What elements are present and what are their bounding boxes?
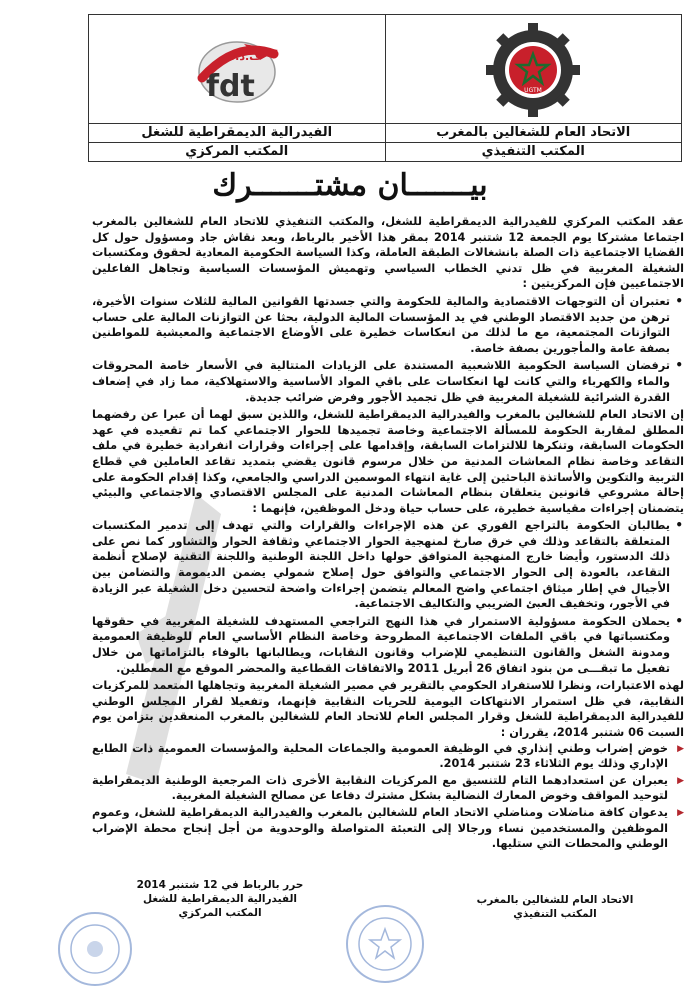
letterhead-left-fdt: [89, 15, 386, 161]
intro-paragraph: عقد المكتب المركزي للفيدرالية الديمقراطية للشغل، والمكتب التنفيذي للاتحاد العام للشغالين بالمغرب اجتماعا مشتركا يوم الجمعة 12 شتنبر 2014 بمقر هذا الأخير بالرباط، وبعد نقاش جاد ومسؤول حول كل القضايا الاجتماعية ذات الصلة بانشغالات الطبقة العاملة، وكذا السياسة الحكومية المعادية لحقوق ومكتسبات الشغيلة المغربية في ظل تدني الخطاب السياسي وتهميش المؤسسات السياسية وتجاهل الفاعلين الاجتماعيين فإن المركزيتين :: [92, 215, 685, 291]
letterhead-right-ugtm: [386, 15, 682, 161]
left-org-name: الفيدرالية الديمقراطية للشغل: [89, 123, 385, 142]
ugtm-logo: [386, 19, 682, 121]
decision-list: [92, 741, 684, 852]
signature-date-line: حرر بالرباط في 12 شتنبر 2014: [136, 879, 304, 891]
bullet-item: • يحملان الحكومة مسؤولية الاستمرار في هذا النهج التراجعي المستهدف للشغيلة المغربية في حقوقها ومكتسباتها في باقي الملفات الاجتماعية المطروحة وخاصة النظام الأساسي العام للوظيفة العمومية ومدونة الشغل والقانون التنظيمي للإضراب وقانون النقابات، ويطالبانها بالوفاء بالتزاماتها من خلال تفعيل ما تبقـــى من بنود اتفاق 26 أبريل 2011 والاتفاقات القطاعية والمحضر الموقع مع المعطلين.: [92, 614, 670, 676]
decision-item: ▶ يعبران عن استعدادهما التام للتنسيق مع المركزيات النقابية الأخرى ذات المرجعية الوطنية الديمقراطية لتوحيد المواقف وخوض المعارك النضالية بشكل مشترك دفاعا عن مصالح الشغيلة المغربية.: [92, 773, 668, 804]
bullet-item: • تعتبران أن التوجهات الاقتصادية والمالية للحكومة والتي جسدتها القوانين المالية للثلاث سنوات الأخيرة، ترهن من جديد الاقتصاد الوطني في يد المؤسسات المالية الدولية، بحثا عن التوازنات المالية على حساب التوازنات المجتمعية، مع ما لذلك من انعكاسات خطيرة على الأوضاع الاجتماعية والمعيشية للمواطنين بصفة عامة والمأجورين بصفة خاصة.: [92, 294, 670, 356]
signature-left-office: المكتب المركزي: [178, 907, 262, 919]
signature-right-org: الاتحاد العام للشغالين بالمغرب: [476, 894, 634, 906]
right-office-name: المكتب التنفيذي: [386, 142, 682, 161]
fdt-logo-text: fdt: [205, 69, 255, 104]
decision-item: ▶ يدعوان كافة مناضلات ومناضلي الاتحاد العام للشغالين بالمغرب والفيدرالية الديمقراطية للشغل، وعموم الموظفين والمستخدمين نساء ورجالا إلى التعبئة المتواصلة والوحدوية من أجل إنجاح محطة الإضراب الوطني والمحطات التي ستليها.: [92, 805, 668, 852]
svg-text:ف.د.ش: ف.د.ش: [219, 50, 262, 63]
bullet-item: • يطالبان الحكومة بالتراجع الفوري عن هذه الإجراءات والقرارات والتي تهدف إلى تدمير المكتسبات المتعلقة بالتقاعد وذلك في خرق صارخ لمنهجية الحوار الاجتماعي وثقافة الحوار والتشاور كما نص على ذلك الدستور، وأيضا خارج المنهجية المتوافق حولها داخل اللجنة الوطنية واللجنة التقنية لإصلاح أنظمة التقاعد، بالعودة إلى الحوار الاجتماعي والتوافق حول إصلاح شمولي يضمن الديمومة والتضامن بين الأجيال في إطار ميثاق اجتماعي واضح المعالم يتضمن إجراءات واضحة لتحسين دخل الشغيلة عبر الزيادة في الأجور، وتخفيف العبئ الضريبي والتكاليف الاجتماعية.: [92, 518, 670, 612]
ugtm-stamp: [346, 905, 424, 983]
second-paragraph: إن الاتحاد العام للشغالين بالمغرب والفيدرالية الديمقراطية للشغل، واللذين سبق لهما أن عبرا عن رفضهما المطلق لمقاربة الحكومة للمسألة الاجتماعية وخاصة تجميدها للحوار الاجتماعي كما تم تقعيده في عهد الحكومات السابقة، وتنكرها للالتزامات السابقة، وإقدامها على إجراءات وقرارات انفرادية خطيرة في ملف التقاعد وخاصة نظام المعاشات المدنية من خلال مرسوم قانون يقضي بتمديد تقاعد العاملين في قطاع التربية والتكوين والأساتذة الباحثين إلى غاية انتهاء الموسمين الدراسي والجامعي، وكذا إقدام الحكومة على إحالة مشروعي قانونين يتعلقان بنظام المعاشات المدنية على المجلس الاقتصادي والاجتماعي والبيئي يتضمنان إجراءات مقياسية خطيرة، على حساب حياة ودخل الموظفين، فإنهما :: [92, 408, 684, 515]
fdt-logo: [89, 19, 385, 121]
fdt-stamp: [58, 912, 132, 986]
bullet-list-demands: [92, 518, 684, 676]
ugtm-logo-text: UGTM: [524, 87, 543, 94]
third-paragraph: لهذه الاعتبارات، ونظرا للاستفراد الحكومي بالتقرير في مصير الشغيلة المغربية وتجاهلها المتعمد للمركزيات النقابية، في ظل استمرار الانتهاكات اليومية للحريات النقابية فإنهما، وتفعيلا لقرار المجلس الوطني للفيدرالية الديمقراطية للشغل وقرار المجلس العام للاتحاد العام للشغالين بالمغرب المنعقدين بتزامن يوم السبت 06 شتنبر 2014، يقرران :: [92, 679, 684, 739]
signature-right-office: المكتب التنفيذي: [513, 908, 597, 920]
letterhead: [88, 14, 682, 162]
signature-fdt: [120, 878, 320, 920]
signature-ugtm: [470, 893, 640, 921]
left-office-name: المكتب المركزي: [89, 142, 385, 161]
bullet-item: • ترفضان السياسة الحكومية اللاشعبية المستندة على الزيادات المتتالية في الأسعار خاصة المحروقات والماء والكهرباء والتي كانت لها انعكاسات على باقي المواد الأساسية والاستهلاكية، مما زاد في إضعاف القدرة الشرائية للشغيلة المغربية في ظل تجميد الأجور وفرض ضرائب جديدة.: [92, 358, 670, 405]
right-org-name: الاتحاد العام للشغالين بالمغرب: [386, 123, 682, 142]
signature-left-org: الفيدرالية الديمقراطية للشغل: [142, 893, 298, 905]
decision-item: ▶ خوض إضراب وطني إنذاري في الوظيفة العمومية والجماعات المحلية والمؤسسات العمومية ذات الطابع الإداري وذلك يوم الثلاثاء 23 شتنبر 2014.: [92, 741, 668, 772]
statement-body: [92, 214, 684, 853]
document-title: بيـــــــان مشتـــــــرك: [212, 168, 488, 203]
bullet-list-positions: [92, 294, 684, 405]
